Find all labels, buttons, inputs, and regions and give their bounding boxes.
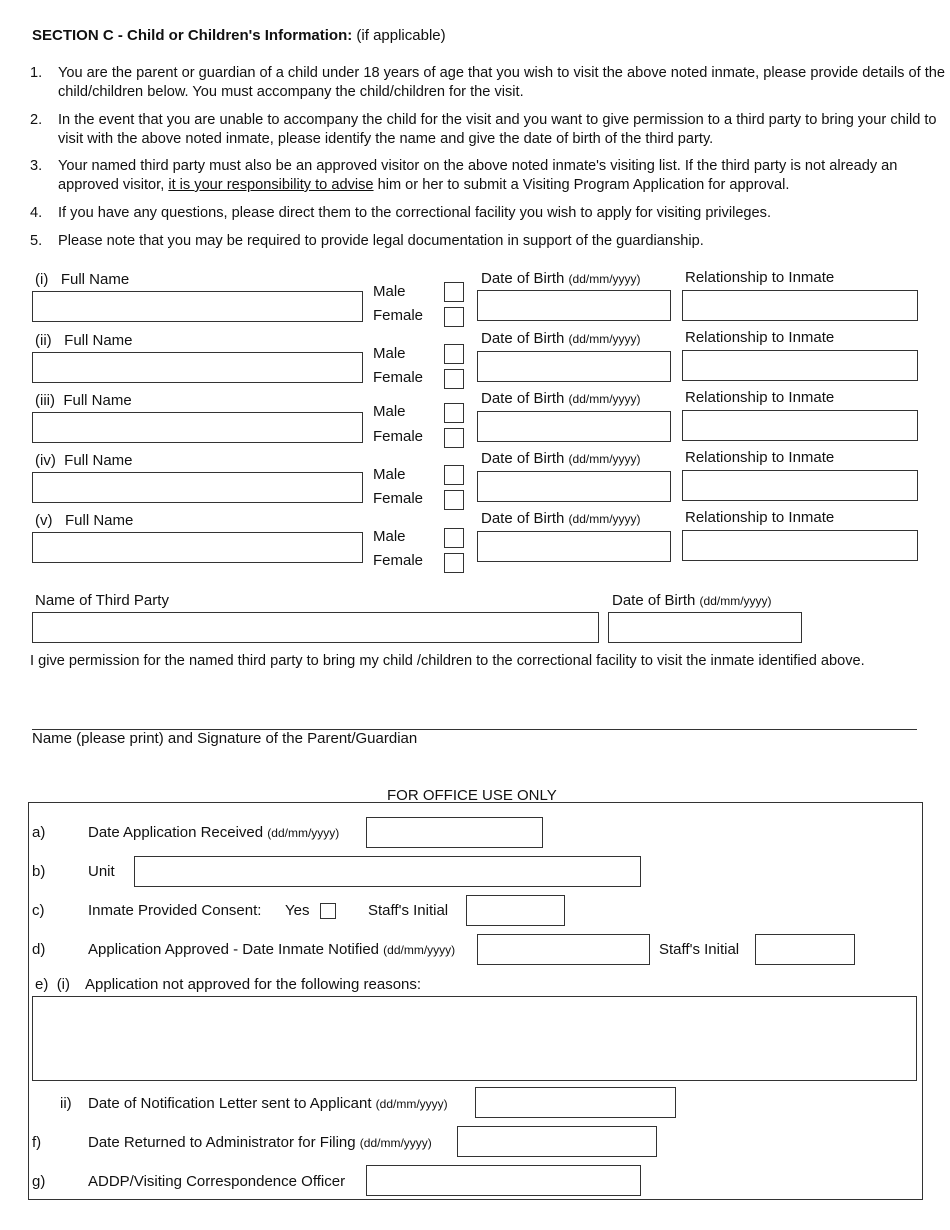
correspondence-officer-field[interactable] <box>366 1165 641 1196</box>
child-index: (ii) <box>35 332 52 349</box>
instruction-number: 1. <box>30 65 43 81</box>
dob-format: (dd/mm/yyyy) <box>375 1097 448 1111</box>
dob-format: (dd/mm/yyyy) <box>568 332 641 346</box>
dob-format: (dd/mm/yyyy) <box>359 1136 432 1150</box>
male-label: Male <box>373 403 406 420</box>
male-label: Male <box>373 528 406 545</box>
full-name-label: Full Name <box>60 271 130 288</box>
notification-date-field[interactable] <box>475 1087 676 1118</box>
male-label: Male <box>373 345 406 362</box>
dob-text: Date of Birth <box>481 450 565 467</box>
full-name-label: Full Name <box>64 332 133 349</box>
child-relationship-field[interactable] <box>682 530 918 561</box>
section-title: SECTION C - Child or Children's Information: <box>32 27 353 44</box>
dob-text: Date of Birth <box>481 510 565 527</box>
child-relationship-field[interactable] <box>682 350 918 381</box>
consent-yes-label: Yes <box>285 902 310 919</box>
female-label: Female <box>373 552 424 569</box>
instruction-text: Please note that you may be required to provide legal documentation in support of the guardianship. <box>58 233 704 249</box>
instruction-text <box>58 157 950 195</box>
child-relationship-field[interactable] <box>682 290 918 321</box>
date-notified-text: Application Approved - Date Inmate Notified <box>88 941 379 958</box>
child-dob-field[interactable] <box>477 290 671 321</box>
instruction-text: In the event that you are unable to accompany the child for the visit and you want to give permission to a third party to bring your child to visit with the above noted inmate, please identify the name and give the date of birth of the third party. <box>58 112 937 147</box>
date-received-text: Date Application Received <box>88 824 264 841</box>
dob-format: (dd/mm/yyyy) <box>568 272 641 286</box>
dob-text: Date of Birth <box>481 330 565 347</box>
relationship-label: Relationship to Inmate <box>685 389 835 406</box>
date-notified-label <box>88 941 455 958</box>
dob-label <box>481 450 641 467</box>
relationship-label: Relationship to Inmate <box>685 509 835 526</box>
instruction-number: 5. <box>30 233 43 249</box>
male-checkbox[interactable] <box>444 282 464 302</box>
child-name-field[interactable] <box>32 352 363 383</box>
office-letter-d: d) <box>32 941 46 958</box>
consent-label: Inmate Provided Consent: <box>88 902 262 919</box>
instruction-number: 2. <box>30 112 43 128</box>
dob-label <box>481 510 641 527</box>
child-dob-field[interactable] <box>477 351 671 382</box>
section-heading <box>32 27 446 44</box>
dob-format: (dd/mm/yyyy) <box>568 392 641 406</box>
child-index: (iii) <box>35 392 55 409</box>
female-checkbox[interactable] <box>444 490 464 510</box>
unit-field[interactable] <box>134 856 641 887</box>
dob-label <box>481 330 641 347</box>
relationship-label: Relationship to Inmate <box>685 269 835 286</box>
not-approved-label: Application not approved for the following reasons: <box>85 976 422 993</box>
male-checkbox[interactable] <box>444 403 464 423</box>
child-name-field[interactable] <box>32 532 363 563</box>
section-note: (if applicable) <box>356 27 446 44</box>
child-name-label <box>35 332 133 349</box>
female-checkbox[interactable] <box>444 307 464 327</box>
child-name-field[interactable] <box>32 412 363 443</box>
unit-label: Unit <box>88 863 115 880</box>
child-name-label <box>35 512 133 529</box>
child-relationship-field[interactable] <box>682 470 918 501</box>
instruction-text-before: Your named third party must also be an approved visitor on the above noted inmate's visiting list. If the third party is not already an approved visitor, <box>58 158 898 193</box>
full-name-label: Full Name <box>64 452 133 469</box>
office-letter-e-text: e) <box>35 976 49 993</box>
child-dob-field[interactable] <box>477 531 671 562</box>
dob-label <box>481 270 641 287</box>
instruction-number: 3. <box>30 158 43 174</box>
instruction-text: You are the parent or guardian of a child under 18 years of age that you wish to visit the above noted inmate, please provide details of the child/children below. You must accompany the child/children for the visit. <box>58 65 946 100</box>
child-index: (iv) <box>35 452 56 469</box>
not-approved-reasons-field[interactable] <box>32 996 917 1081</box>
notification-date-text: Date of Notification Letter sent to Applicant <box>88 1095 372 1112</box>
dob-format: (dd/mm/yyyy) <box>568 512 641 526</box>
male-label: Male <box>373 283 406 300</box>
office-letter-a: a) <box>32 824 46 841</box>
female-checkbox[interactable] <box>444 553 464 573</box>
male-checkbox[interactable] <box>444 344 464 364</box>
office-letter-e <box>35 976 70 993</box>
dob-text: Date of Birth <box>481 390 565 407</box>
child-index: (v) <box>35 512 53 529</box>
dob-format: (dd/mm/yyyy) <box>383 943 456 957</box>
child-relationship-field[interactable] <box>682 410 918 441</box>
instruction-text-underlined: it is your responsibility to advise <box>168 177 374 193</box>
relationship-label: Relationship to Inmate <box>685 329 835 346</box>
dob-format: (dd/mm/yyyy) <box>267 826 340 840</box>
date-returned-label <box>88 1134 432 1151</box>
female-label: Female <box>373 369 424 386</box>
office-letter-b: b) <box>32 863 46 880</box>
child-name-label <box>35 392 132 409</box>
signature-label: Name (please print) and Signature of the Parent/Guardian <box>32 730 418 747</box>
notification-date-label <box>88 1095 448 1112</box>
instruction-text-after: him or her to submit a Visiting Program Application for approval. <box>373 177 790 193</box>
date-received-label <box>88 824 339 841</box>
male-checkbox[interactable] <box>444 528 464 548</box>
staff-initial-label: Staff's Initial <box>368 902 449 919</box>
child-index: (i) <box>35 271 49 288</box>
female-checkbox[interactable] <box>444 369 464 389</box>
child-name-label <box>35 452 133 469</box>
full-name-label: Full Name <box>65 512 134 529</box>
male-checkbox[interactable] <box>444 465 464 485</box>
male-label: Male <box>373 466 406 483</box>
consent-staff-initial-field[interactable] <box>466 895 565 926</box>
office-letter-g: g) <box>32 1173 46 1190</box>
instruction-text: If you have any questions, please direct them to the correctional facility you wish to apply for visiting privileges. <box>58 205 772 221</box>
child-name-label <box>35 271 129 288</box>
third-party-name-label: Name of Third Party <box>35 592 169 609</box>
dob-label <box>481 390 641 407</box>
date-notified-field[interactable] <box>477 934 650 965</box>
female-label: Female <box>373 428 424 445</box>
female-checkbox[interactable] <box>444 428 464 448</box>
child-dob-field[interactable] <box>477 411 671 442</box>
date-returned-text: Date Returned to Administrator for Filing <box>88 1134 356 1151</box>
approved-staff-initial-field[interactable] <box>755 934 855 965</box>
date-received-field[interactable] <box>366 817 543 848</box>
office-letter-f: f) <box>32 1134 42 1151</box>
dob-format: (dd/mm/yyyy) <box>699 594 772 608</box>
permission-statement: I give permission for the named third party to bring my child /children to the correctional facility to visit the inmate identified above. <box>30 653 865 669</box>
dob-format: (dd/mm/yyyy) <box>568 452 641 466</box>
dob-text: Date of Birth <box>481 270 565 287</box>
office-sub-ii: ii) <box>60 1095 72 1112</box>
office-sub-i: (i) <box>56 976 71 993</box>
child-dob-field[interactable] <box>477 471 671 502</box>
consent-yes-checkbox[interactable] <box>320 903 336 919</box>
third-party-name-field[interactable] <box>32 612 599 643</box>
dob-text: Date of Birth <box>612 592 696 609</box>
child-name-field[interactable] <box>32 472 363 503</box>
staff-initial-label: Staff's Initial <box>659 941 740 958</box>
female-label: Female <box>373 490 424 507</box>
correspondence-officer-label: ADDP/Visiting Correspondence Officer <box>88 1173 346 1190</box>
child-name-field[interactable] <box>32 291 363 322</box>
office-letter-c: c) <box>32 902 45 919</box>
office-use-title: FOR OFFICE USE ONLY <box>387 787 557 804</box>
third-party-dob-label <box>612 592 772 609</box>
full-name-label: Full Name <box>63 392 132 409</box>
third-party-dob-field[interactable] <box>608 612 802 643</box>
relationship-label: Relationship to Inmate <box>685 449 835 466</box>
instruction-number: 4. <box>30 205 43 221</box>
date-returned-field[interactable] <box>457 1126 657 1157</box>
female-label: Female <box>373 307 424 324</box>
